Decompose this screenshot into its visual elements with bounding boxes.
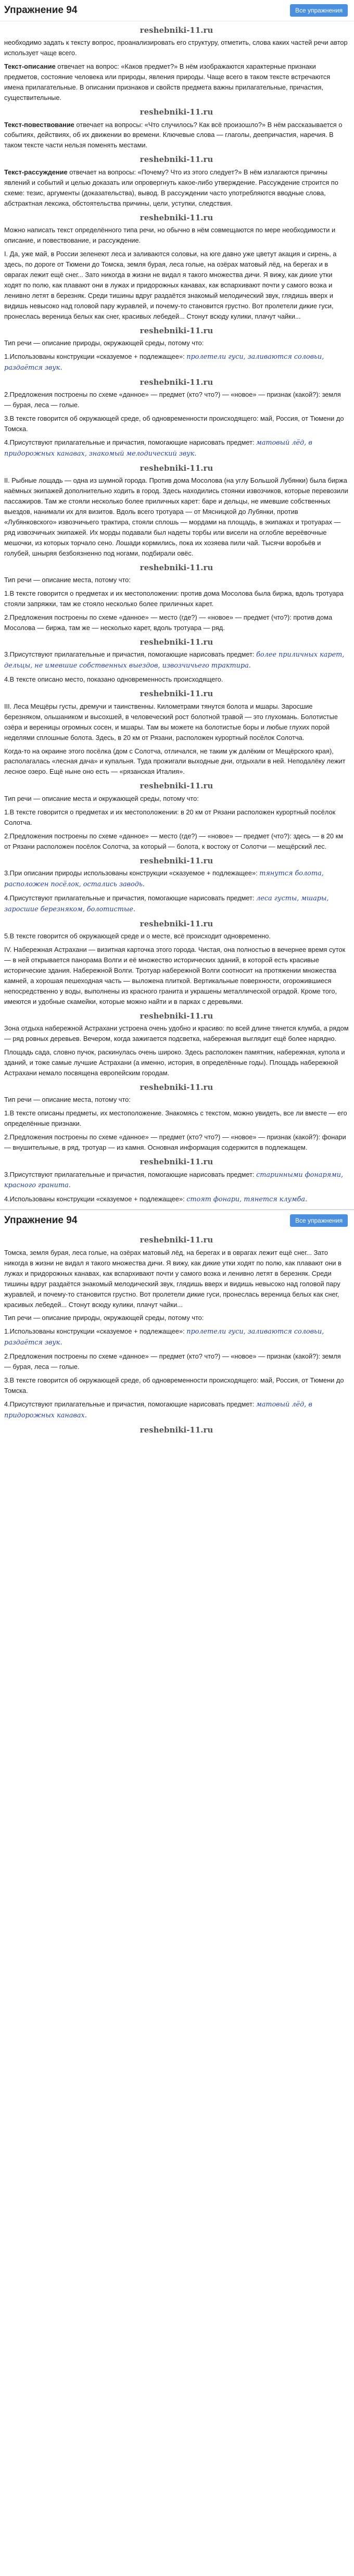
term-text: отвечает на вопросы: «Что случилось? Как всё произошло?» В нём рассказывается о событиях, действиях, об их движении во времени. Ключевые слова — глаголы, деепричастия, наречия. В таком тексте части нельзя поменять местами. [4,120,343,149]
watermark: reshebniki-11.ru [140,856,213,865]
answer-label: 3.Присутствуют прилагательные и причастия, помогающие нарисовать предмет: [4,650,255,659]
watermark: reshebniki-11.ru [140,1157,213,1167]
text-2: II. Рыбные лощадь — одна из шумной города. Против дома Мосолова (на углу Большой Лубянки) была биржа наёмных экипажей дополнительно ходить в город. Здесь находились стоянки извозчиков, которые перевозили пассажиров. Там же стояли несколько более приличных карет: баре и дельцы, не имевшие собственных выездов, нанимали их для визитов. Вдоль всего тротуара — от Мясницкой до Лубянки, против «Лубянковского» извозчичьего трактира, стояли сплошь — мордами на площадь, в экипажах и тротуарах — ряд извозчичьих экипажей. Их морды подавали был надеты торбы или висели на оглобле вереёвочные мешочки, из которых торчало сено. Лошади кормились, пока их хозяева пили чай. Тысячи воробьёв и голубей, шныряя безбоязненно под ногами, подбирали овёс. [4,476,348,557]
answer-item: 2.Предложения построены по схеме «данное» — предмет (кто? что?) — «новое» — признак (какой?): земля — бурая, леса — голые. [4,391,341,409]
handwritten-answer: старинными фонарями, красного гранита. [4,1171,344,1190]
answer-item: 1.В тексте говорится о предметах и их местоположении: против дома Мосолова была биржа, вдоль тротуара стояли запряжки, там же стояло несколько более приличных карет. [4,589,344,608]
answer-label: 4.Использованы конструкции «сказуемое + подлежащее»: [4,1195,185,1203]
watermark: reshebniki-11.ru [140,1011,213,1021]
answer-item [4,893,349,915]
answer-item [4,437,349,459]
text-4c: Площадь сада, словно пучок, раскинулась очень широко. Здесь расположен памятник, набережная, купола и зданий, и тоже самые лучшие Астрахани (а именно, история, в определённые годы). Площадь набережной Астрахани немало посвящена европейским городам. [4,1048,345,1077]
answer-item: 3.В тексте говорится об окружающей среде, об одновременности происходящего: май, Россия, от Тюмени до Томска. [4,1376,344,1395]
term-text: отвечает на вопросы: «Почему? Что из этого следует?» В нём излагаются причины явлений и событий и целью доказать или опровергнуть какое-либо утверждение. Рассуждение строится по схеме: тезис, аргументы (доказательства), вывод. В рассуждении часто употребляются вводные слова, абстрактная лексика, обстоятельства причины, цели, уступки, следствия. [4,168,338,207]
watermark: reshebniki-11.ru [140,1235,213,1245]
answer-item: 2.Предложения построены по схеме «данное» — предмет (кто? что?) — «новое» — признак (какой?): земля — бурая, леса — голые. [4,1352,341,1371]
watermark: reshebniki-11.ru [140,463,213,473]
watermark: reshebniki-11.ru [140,26,213,35]
watermark: reshebniki-11.ru [140,1082,213,1092]
answer-item: 3.В тексте говорится об окружающей среде, об одновременности происходящего: май, Россия, от Тюмени до Томска. [4,414,344,433]
content [0,21,354,1205]
answer-item: 2.Предложения построены по схеме «данное» — место (где?) — «новое» — предмет (что?): против дома Мосолова — биржа, там же — несколько карет, вдоль тротуара — ряд. [4,613,333,632]
all-exercises-button[interactable]: Все упражнения [290,1214,348,1227]
handwritten-answer: матовый лёд, в придорожных канавах, знакомый мелодический звук. [4,438,312,458]
text-3b: Когда-то на окраине этого посёлка (дом с Солотча, отличался, не таким уж далёким от Мещёрского края), располагалась «лесная дача» и купальня. Туда прожигали выходные дни, отдыхали в ней. Неподалёку лежит лесное озеро. Ещё ныне оно есть — «рязанская Италия». [4,747,346,776]
intro-text: необходимо задать к тексту вопрос, проанализировать его структуру, отметить, слова каких частей речи автор использует чаще всего. [4,39,348,57]
term-label: Текст-рассуждение [4,168,68,176]
answer-item: 4.В тексте описано место, показано одновременность происходящего. [4,675,223,684]
all-exercises-button[interactable]: Все упражнения [290,4,348,17]
answer-label: 1.Использованы конструкции «сказуемое + подлежащее»: [4,352,185,360]
question-4: Тип речи — описание места, потому что: [4,1096,131,1104]
handwritten-answer: тянутся болота, расположен посёлок, остались заводь. [4,869,324,888]
answer-item [4,649,349,671]
question-2: Тип речи — описание места, потому что: [4,576,131,584]
question-3: Тип речи — описание места и окружающей среды, потому что: [4,794,199,802]
watermark: reshebniki-11.ru [140,919,213,928]
term-label: Текст-повествование [4,120,74,129]
content-repeat [0,1231,354,1436]
type-description [4,61,349,103]
watermark: reshebniki-11.ru [140,377,213,387]
term-text: отвечает на вопрос: «Каков предмет?» В нём изображаются характерные признаки предметов, состояние человека или природы, явления природы. Чаще всего в таком тексте встречаются имена прилагательные. В описании признаков и свойств предмета важны прилагательные, причастия, существительные. [4,62,331,102]
text-4b: Зона отдыха набережной Астрахани устроена очень удобно и красиво: по всей длине тянется клумба, а рядом — ряд ровных деревьев. Вечером, когда зажигается подсветка, набережная выглядит ещё более нарядно. [4,1024,349,1043]
text-3: III. Леса Мещёры густы, дремучи и таинственны. Километрами тянутся болота и мшары. Заросшие березняком, ольшаником и высохшей, в человеческий рост болотной травой — это глухомань. Болотистые озёра и вереницы огромных сосен, и мшары. Там вы можете на болотистые боры и любые глухих порой неделями сплошные болота. Здесь, в 20 км от Рязани, расположен курортный посёлок Солотча. [4,702,338,742]
text-1: I. Да, уже май, в России зеленеют леса и заливаются соловьи, на юге давно уже цветут акация и сирень, а здесь, по дороге от Тюмени до Томска, земля бурая, леса голые, на озёрах матовый лёд, на берегах и в оврагах лежит ещё снег... Зато никогда в жизни не видал я такого множества дичи. Я вижу, как дикие утки ходят по полю, как плавают они в лужах и придорожных канавах, как вспархивают почти у самого возка и ленивно летят в березняк. Среди тишины вдруг раздаётся знакомый мелодический звук, глядишь вверх и видишь невысоко над головой пару журавлей, и почему-то становится грустно. Вот пролетели дикие гуси, пронеслась вереница белых как снег, красивых лебедей... Стонут всюду кулики, плачут чайки... [4,249,337,320]
header-repeat [0,1210,354,1231]
handwritten-answer: стоят фонари, тянется клумба. [186,1196,308,1204]
handwritten-answer: матовый лёд, в придорожных канавах. [4,1401,312,1420]
text-4: IV. Набережная Астрахани — визитная карточка этого города. Чистая, она полностью в вечернее время суток — в ней открывается панорама Волги и её множество исторических зданий, в которой есть красивые исторические здания. Набережной Волги. Тротуар набережной Волги соотносит на протяжении множества камней, а хорошая пешеходная часть — выложена плиткой. Вертикальные поверхности, огорожившиеся непосредственно у воды, выполнены из красного гранита и украшены металлической оградой. Кроме того, имеются и удобные скамейки, которые можно найти и в парках с деревьями. [4,946,346,1006]
handwritten-answer: леса густы, мшары, заросшие березняком, болотистые. [4,894,329,913]
handwritten-answer: более приличных карет, дельцы, не имевшие собственных выездов, извозчичьего трактира. [4,651,345,670]
page-title: Упражнение 94 [4,1215,78,1226]
watermark: reshebniki-11.ru [140,562,213,572]
type-reasoning [4,167,349,209]
header [0,0,354,21]
watermark: reshebniki-11.ru [140,212,213,222]
answer-label: 4.Присутствуют прилагательные и причастия, помогающие нарисовать предмет: [4,438,255,446]
second-section [0,1209,354,1436]
answer-item: 1.В тексте описаны предметы, их местоположение. Знакомясь с текстом, можно увидеть, все ли вместе — его определённые признаки. [4,1109,347,1128]
watermark: reshebniki-11.ru [140,689,213,699]
answer-label: 3.При описании природы использованы конструкции «сказуемое + подлежащее»: [4,869,258,877]
answer-item [4,1170,349,1191]
type-narration [4,120,349,151]
answer-item: 5.В тексте говорится об окружающей среде и о месте, всё происходит одновременно. [4,932,271,940]
watermark: reshebniki-11.ru [140,107,213,117]
answer-item [4,351,349,373]
question-1: Тип речи — описание природы, окружающей среды, потому что: [4,338,204,347]
answer-item: 1.В тексте говорится о предметах и их местоположении: в 20 км от Рязани расположен курортный посёлок Солотча. [4,808,336,826]
answer-item [4,1326,349,1348]
answer-item [4,1399,349,1421]
note-text: Можно написать текст определённого типа речи, но обычно в нём совмещаются по мере необходимости и описание, и повествование, и рассуждение. [4,225,336,244]
answer-item [4,868,349,890]
question-1-repeat: Тип речи — описание природы, окружающей среды, потому что: [4,1314,204,1322]
handwritten-answer: пролетели гуси, заливаются соловьи, раздаётся звук. [4,1328,324,1347]
handwritten-answer: пролетели гуси, заливаются соловьи, раздаётся звук. [4,353,324,372]
answer-label: 3.Присутствуют прилагательные и причастия, помогающие нарисовать предмет: [4,1170,255,1178]
page-title: Упражнение 94 [4,5,78,16]
answer-label: 1.Использованы конструкции «сказуемое + подлежащее»: [4,1327,185,1336]
answer-item: 2.Предложения построены по схеме «данное» — предмет (кто? что?) — «новое» — признак (какой?): фонари — внушительные, в ряд, тротуар — из камня. Основная информация содержится в подлежащем. [4,1133,346,1152]
watermark: reshebniki-11.ru [140,325,213,335]
watermark: reshebniki-11.ru [140,1425,213,1435]
text-repeat: Томска, земля бурая, леса голые, на озёрах матовый лёд, на берегах и в оврагах лежит ещё снег... Зато никогда в жизни не видал я такого множества дичи. Я вижу, как дикие утки ходят по полю, как плавают они в лужах и придорожных канавах, как вспархивают почти у самого возка и ленивно летят в березняк. Среди тишины вдруг раздаётся знакомый мелодический звук, глядишь вверх и видишь невысоко над головой пару журавлей, и почему-то становится грустно. Вот пролетели дикие гуси, пронеслась вереница белых как снег, красивых лебедей... Стонут всюду кулики, плачут чайки... [4,1248,342,1309]
watermark: reshebniki-11.ru [140,155,213,165]
answer-item [4,1194,349,1205]
answer-label: 4.Присутствуют прилагательные и причастия, помогающие нарисовать предмет: [4,894,255,902]
watermark: reshebniki-11.ru [140,637,213,647]
answer-item: 2.Предложения построены по схеме «данное» — место (где?) — «новое» — предмет (что?): здесь — в 20 км от Рязани расположен посёлок Солотча, за который — болота, к востоку от Солотчи — мещёрский лес. [4,832,343,850]
answer-label: 4.Присутствуют прилагательные и причастия, помогающие нарисовать предмет: [4,1400,255,1409]
watermark: reshebniki-11.ru [140,781,213,791]
term-label: Текст-описание [4,62,56,71]
